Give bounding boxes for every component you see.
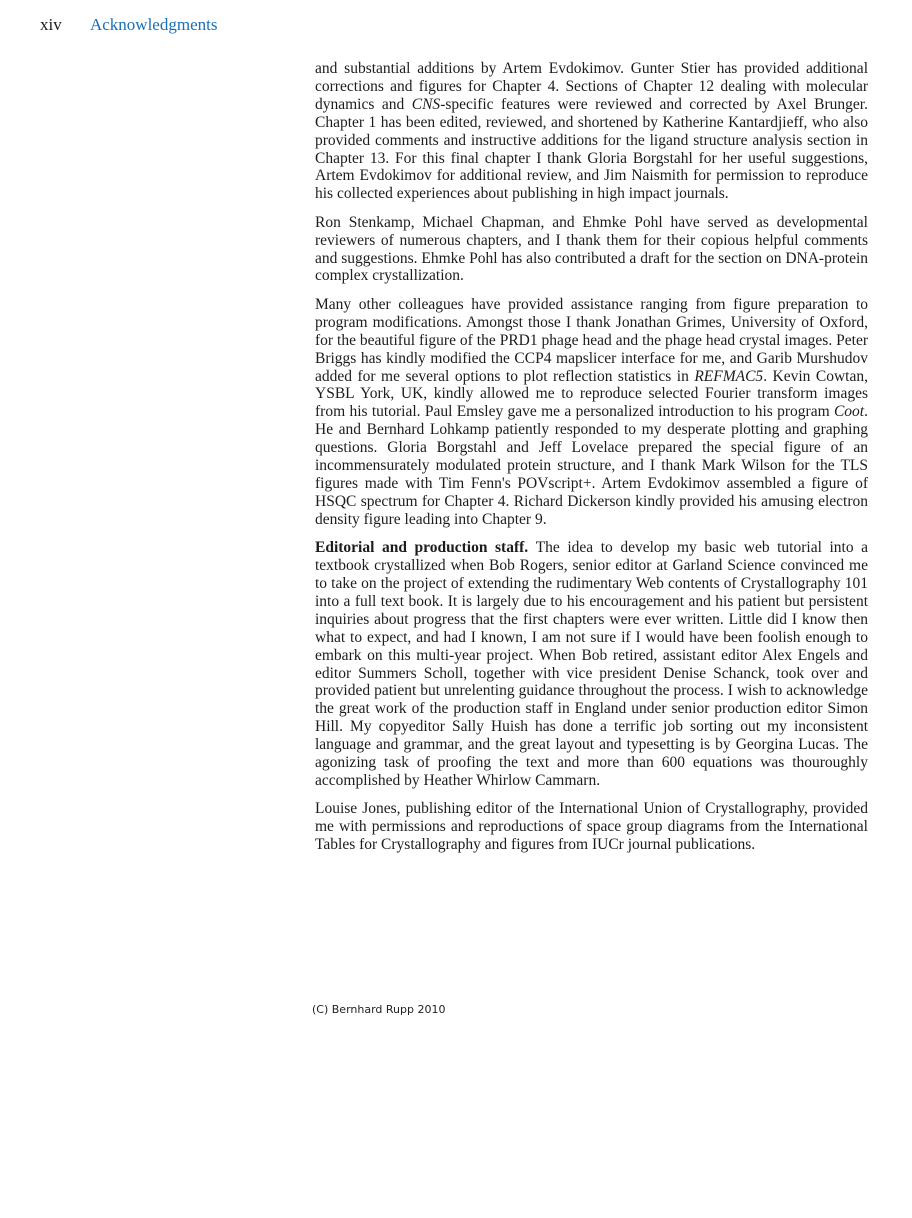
paragraph-3 [315, 296, 868, 529]
text-segment: . Kevin Cowtan, YSBL York, UK, kindly allowed me to reproduce selected Fourier transform images from his tutorial. Paul Emsley gave me a personalized introduction to his program [315, 367, 868, 421]
paragraph-4 [315, 539, 868, 790]
text-segment: Editorial and production staff. [315, 539, 536, 557]
text-segment: Louise Jones, publishing editor of the International Union of Crystallography, provided me with permissions and reproductions of space group diagrams from the International Tables for Crystallography and figures from IUCr journal publications. [315, 800, 868, 854]
text-segment: REFMAC5 [694, 367, 764, 385]
text-segment: Coot [833, 403, 865, 421]
paragraph-5 [315, 800, 868, 854]
copyright-notice: (C) Bernhard Rupp 2010 [312, 1003, 446, 1016]
running-head [40, 15, 870, 35]
text-segment: Ron Stenkamp, Michael Chapman, and Ehmke Pohl have served as developmental reviewers of numerous chapters, and I thank them for their copious helpful comments and suggestions. Ehmke Pohl has also contributed a draft for the section on DNA-protein complex crystallization. [315, 213, 868, 285]
body-text-column [315, 60, 868, 865]
paragraph-2 [315, 214, 868, 286]
text-segment: -specific features were reviewed and corrected by Axel Brunger. Chapter 1 has been edited, reviewed, and shortened by Katherine Kantardjieff, who also provided comments and instructive additions for the ligand structure analysis section in Chapter 13. For this final chapter I thank Gloria Borgstahl for her useful suggestions, Artem Evdokimov for additional review, and Jim Naismith for permission to reproduce his collected experiences about publishing in high impact journals. [315, 95, 868, 203]
text-segment: CNS [411, 95, 441, 113]
text-segment: . He and Bernhard Lohkamp patiently responded to my desperate plotting and graphing questions. Gloria Borgstahl and Jeff Lovelace prepared the special figure of an incommensurately modulated protein structure, and I thank Mark Wilson for the TLS figures made with Tim Fenn's POVscript+. Artem Evdokimov assembled a figure of HSQC spectrum for Chapter 4. Richard Dickerson kindly provided his amusing electron density figure leading into Chapter 9. [315, 403, 868, 528]
text-segment: The idea to develop my basic web tutorial into a textbook crystallized when Bob Rogers, senior editor at Garland Science convinced me to take on the project of extending the rudimentary Web contents of Crystallography 101 into a full text book. It is largely due to his encouragement and his patient but persistent inquiries about progress that the first chapters were ever written. Little did I know then what to expect, and had I known, I am not sure if I would have been foolish enough to embark on this multi-year project. When Bob retired, assistant editor Alex Engels and editor Summers Scholl, together with vice president Denise Schanck, took over and provided patient but unrelenting guidance throughout the process. I wish to acknowledge the great work of the production staff in England under senior production editor Simon Hill. My copyeditor Sally Huish has done a terrific job sorting out my inconsistent language and grammar, and the great layout and typesetting is by Georgina Lucas. The agonizing task of proofing the text and more than 600 equations was thouroughly accomplished by Heather Whirlow Cammarn. [315, 539, 868, 789]
text-segment: Many other colleagues have provided assistance ranging from figure preparation to program modifications. Amongst those I thank Jonathan Grimes, University of Oxford, for the beautiful figure of the PRD1 phage head and the phage head crystal images. Peter Briggs has kindly modified the CCP4 mapslicer interface for me, and Garib Murshudov added for me several options to plot reflection statistics in [315, 295, 868, 385]
page-number: xiv [40, 15, 62, 34]
paragraph-1 [315, 60, 868, 203]
chapter-title: Acknowledgments [89, 15, 218, 34]
text-segment: and substantial additions by Artem Evdokimov. Gunter Stier has provided additional corrections and figures for Chapter 4. Sections of Chapter 12 dealing with molecular dynamics and [315, 60, 868, 113]
